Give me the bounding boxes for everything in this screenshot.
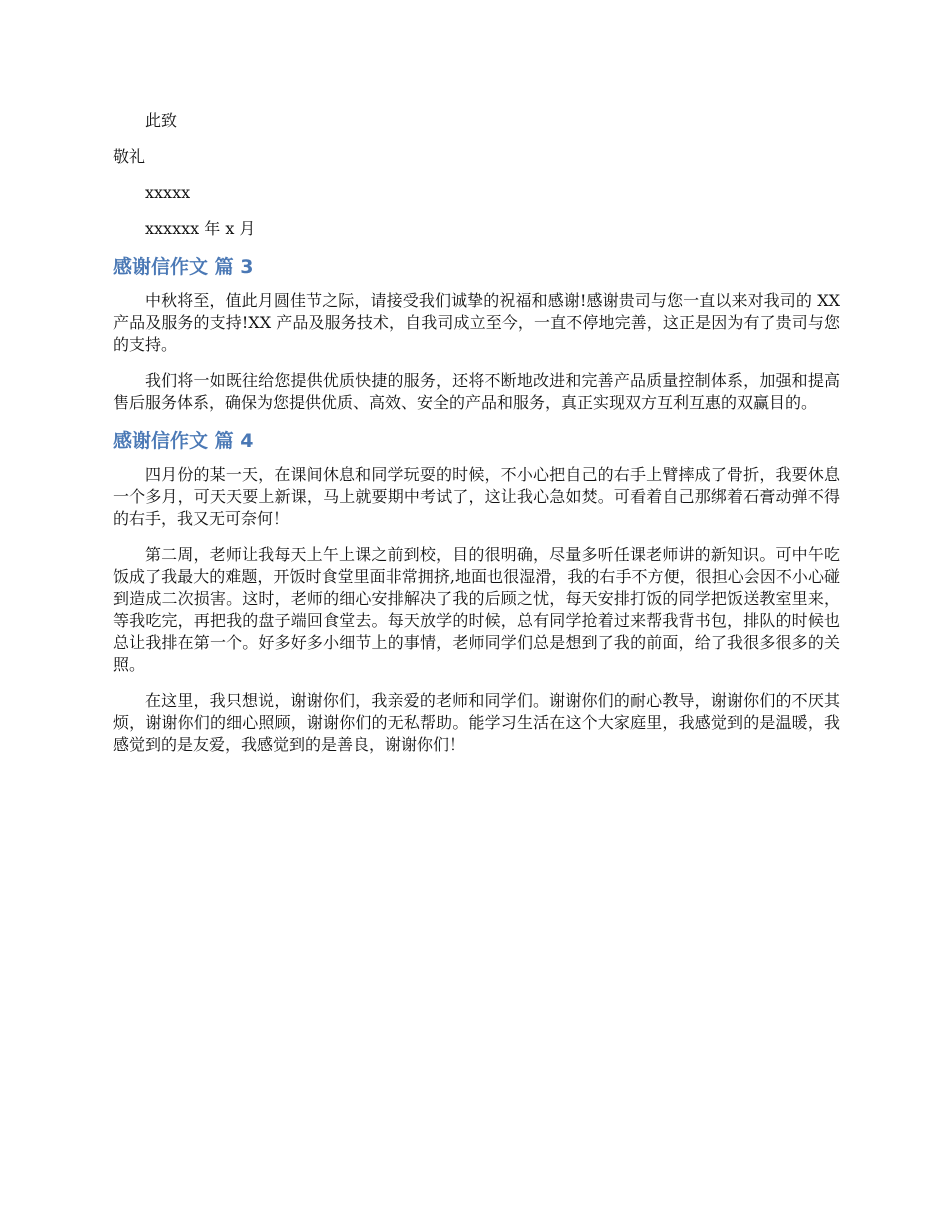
section-heading-3: 感谢信作文 篇 3 [113, 256, 254, 278]
closing-regards: 敬礼 [113, 147, 146, 166]
document-page [113, 110, 840, 770]
section-4-paragraph: 四月份的某一天，在课间休息和同学玩耍的时候，不小心把自己的右手上臂摔成了骨折，我要休息一个多月，可天天要上新课，马上就要期中考试了，这让我心急如焚。可看着自己那绑着石膏动弹不得的右手，我又无可奈何！ [113, 465, 840, 528]
closing-date: xxxxxx 年 x 月 [145, 219, 256, 238]
closing-signer: xxxxx [145, 183, 191, 202]
section-heading-4: 感谢信作文 篇 4 [113, 430, 254, 452]
closing-salutation: 此致 [145, 111, 178, 130]
section-3-paragraph: 我们将一如既往给您提供优质快捷的服务，还将不断地改进和完善产品质量控制体系，加强和提高售后服务体系，确保为您提供优质、高效、安全的产品和服务，真正实现双方互利互惠的双赢目的。 [113, 371, 840, 412]
section-3-paragraph: 中秋将至，值此月圆佳节之际，请接受我们诚挚的祝福和感谢!感谢贵司与您一直以来对我司的 XX 产品及服务的支持!XX 产品及服务技术，自我司成立至今，一直不停地完善，这正是因为有了贵司与您的支持。 [113, 291, 840, 354]
section-4-paragraph: 在这里，我只想说，谢谢你们，我亲爱的老师和同学们。谢谢你们的耐心教导，谢谢你们的不厌其烦，谢谢你们的细心照顾，谢谢你们的无私帮助。能学习生活在这个大家庭里，我感觉到的是温暖，我感觉到的是友爱，我感觉到的是善良，谢谢你们！ [113, 691, 840, 754]
section-4-paragraph: 第二周，老师让我每天上午上课之前到校，目的很明确，尽量多听任课老师讲的新知识。可中午吃饭成了我最大的难题，开饭时食堂里面非常拥挤,地面也很湿滑，我的右手不方便，很担心会因不小心碰到造成二次损害。这时，老师的细心安排解决了我的后顾之忧，每天安排打饭的同学把饭送教室里来，等我吃完，再把我的盘子端回食堂去。每天放学的时候，总有同学抢着过来帮我背书包，排队的时候也总让我排在第一个。好多好多小细节上的事情，老师同学们总是想到了我的前面，给了我很多很多的关照。 [113, 545, 840, 674]
